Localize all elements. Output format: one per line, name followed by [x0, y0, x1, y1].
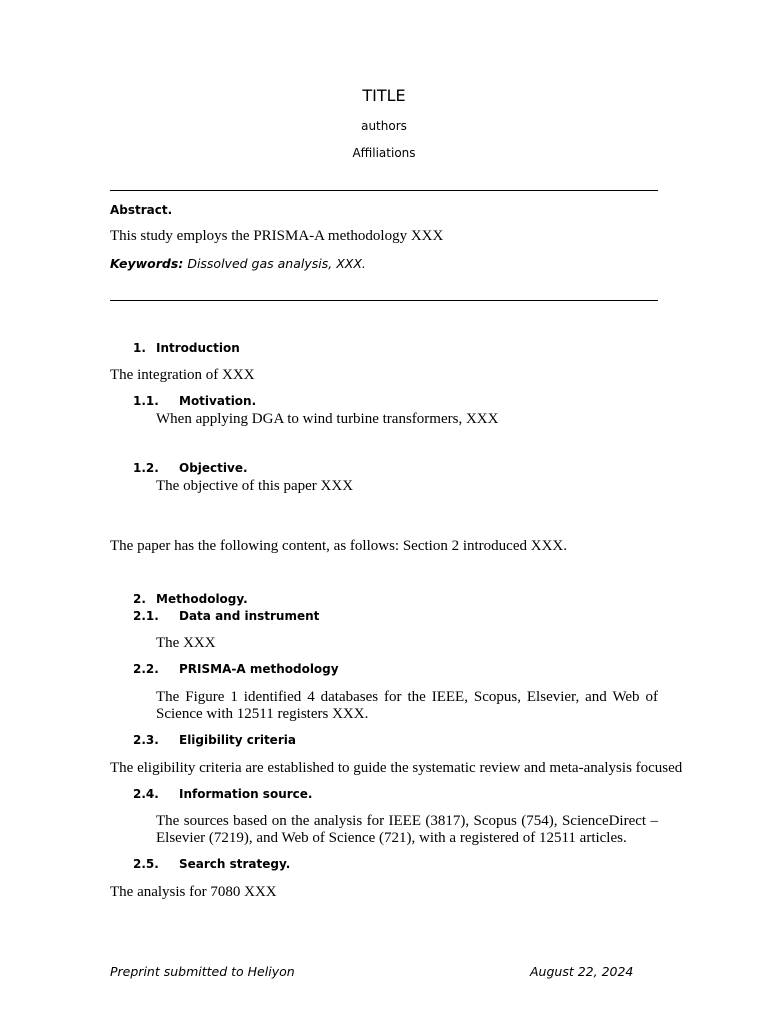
subsection-number: 2.3. — [133, 733, 159, 747]
subsection-number: 2.1. — [133, 609, 159, 623]
subsection-title: Eligibility criteria — [179, 733, 296, 747]
section-title: Methodology. — [156, 592, 248, 606]
subsection-number: 2.2. — [133, 662, 159, 676]
subsection-number: 2.4. — [133, 787, 159, 801]
section-title: Introduction — [156, 341, 240, 355]
subsection-title: Search strategy. — [179, 857, 291, 871]
footer-date: August 22, 2024 — [530, 964, 634, 979]
subsection-title: Data and instrument — [179, 609, 320, 623]
keywords — [110, 256, 366, 271]
subsection-2-1-body: The XXX — [156, 635, 216, 651]
subsection-number: 2.5. — [133, 857, 159, 871]
subsection-2-4-body: The sources based on the analysis for IEEE (3817), Scopus (754), ScienceDirect – Elsevier (7219), and Web of Science (721), with a registered of 12511 articles. — [156, 813, 658, 846]
bottom-rule — [110, 300, 658, 301]
abstract-text: This study employs the PRISMA-A methodology XXX — [110, 228, 444, 244]
top-rule — [110, 190, 658, 191]
subsection-2-5-body: The analysis for 7080 XXX — [110, 884, 277, 900]
subsection-title: PRISMA-A methodology — [179, 662, 339, 676]
authors: authors — [361, 119, 407, 133]
subsection-2-2-body: The Figure 1 identified 4 databases for the IEEE, Scopus, Elsevier, and Web of Science with 12511 registers XXX. — [156, 689, 658, 722]
subsection-number: 1.2. — [133, 461, 159, 475]
paper-outline: The paper has the following content, as follows: Section 2 introduced XXX. — [110, 538, 567, 554]
keywords-label: Keywords: — [110, 256, 184, 271]
paper-title: TITLE — [362, 86, 406, 105]
subsection-2-3-body: The eligibility criteria are established to guide the systematic review and meta-analysis focused — [110, 760, 683, 776]
subsection-number: 1.1. — [133, 394, 159, 408]
subsection-title: Information source. — [179, 787, 313, 801]
subsection-1-2-body: The objective of this paper XXX — [156, 478, 354, 494]
subsection-title: Objective. — [179, 461, 248, 475]
section-number: 1. — [133, 341, 146, 355]
section-1-body: The integration of XXX — [110, 367, 255, 383]
section-number: 2. — [133, 592, 146, 606]
subsection-title: Motivation. — [179, 394, 257, 408]
affiliations: Affiliations — [352, 146, 416, 160]
abstract-label: Abstract. — [110, 203, 173, 217]
keywords-text: Dissolved gas analysis, XXX. — [187, 256, 366, 271]
footer-journal: Preprint submitted to Heliyon — [110, 964, 295, 979]
subsection-1-1-body: When applying DGA to wind turbine transformers, XXX — [156, 411, 499, 427]
